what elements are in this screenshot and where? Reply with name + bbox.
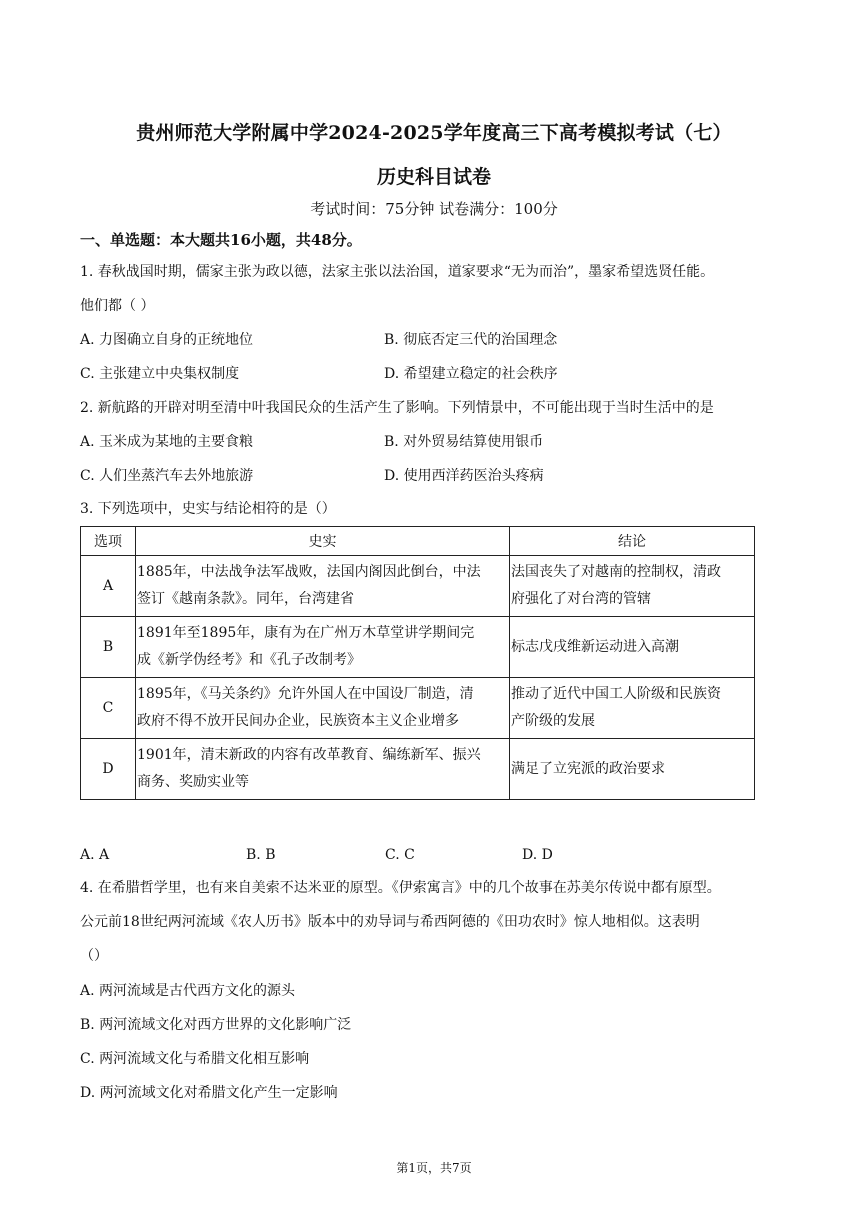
q3-header-conclusion: 结论 bbox=[510, 527, 755, 556]
q3-stem: 3. 下列选项中，史实与结论相符的是（） bbox=[80, 501, 336, 517]
fact-line: 1885年，中法战争法军战败，法国内阁因此倒台，中法 bbox=[137, 564, 481, 580]
q4-option-d[interactable]: D. 两河流域文化对希腊文化产生一定影响 bbox=[80, 1085, 338, 1101]
fact-line: 成《新学伪经考》和《孔子改制考》 bbox=[137, 652, 361, 668]
q3-table-header bbox=[81, 527, 755, 556]
q3-header-option: 选项 bbox=[81, 527, 136, 556]
q3-option-b[interactable]: B. B bbox=[246, 847, 276, 863]
conclusion-line: 标志戊戌维新运动进入高潮 bbox=[511, 638, 679, 655]
q4-stem-line-3: （） bbox=[80, 948, 108, 964]
row-fact bbox=[136, 556, 510, 617]
conclusion-line: 满足了立宪派的政治要求 bbox=[511, 760, 665, 777]
page-footer: 第1页，共7页 bbox=[396, 1161, 472, 1175]
q4-option-b[interactable]: B. 两河流域文化对西方世界的文化影响广泛 bbox=[80, 1017, 352, 1033]
section-heading: 一、单选题：本大题共16小题，共48分。 bbox=[80, 231, 362, 249]
q4-option-c[interactable]: C. 两河流域文化与希腊文化相互影响 bbox=[80, 1051, 310, 1067]
conclusion-line: 产阶级的发展 bbox=[511, 713, 595, 729]
row-option: A bbox=[81, 556, 136, 617]
conclusion-line: 府强化了对台湾的管辖 bbox=[511, 591, 651, 607]
row-fact bbox=[136, 617, 510, 678]
row-option: B bbox=[81, 617, 136, 678]
q1-option-b[interactable]: B. 彻底否定三代的治国理念 bbox=[384, 332, 558, 348]
row-fact bbox=[136, 678, 510, 739]
row-option: D bbox=[81, 739, 136, 800]
q3-option-d[interactable]: D. D bbox=[522, 847, 553, 863]
row-conclusion bbox=[510, 617, 755, 678]
q1-stem-line-2: 他们都（ ） bbox=[80, 298, 155, 314]
q3-option-c[interactable]: C. C bbox=[385, 847, 415, 863]
q3-table bbox=[80, 526, 755, 800]
conclusion-line: 推动了近代中国工人阶级和民族资 bbox=[511, 686, 721, 702]
row-conclusion bbox=[510, 556, 755, 617]
q1-option-c[interactable]: C. 主张建立中央集权制度 bbox=[80, 366, 240, 382]
page-title: 贵州师范大学附属中学2024-2025学年度高三下高考模拟考试（七） bbox=[136, 122, 732, 144]
table-row bbox=[81, 617, 755, 678]
fact-line: 政府不得不放开民间办企业，民族资本主义企业增多 bbox=[137, 713, 459, 729]
fact-line: 商务、奖励实业等 bbox=[137, 774, 249, 790]
q4-stem-line-1: 4. 在希腊哲学里，也有来自美索不达米亚的原型。《伊索寓言》中的几个故事在苏美尔传说中都有原型。 bbox=[80, 880, 721, 896]
conclusion-line: 法国丧失了对越南的控制权，清政 bbox=[511, 564, 721, 580]
q1-option-a[interactable]: A. 力图确立自身的正统地位 bbox=[80, 332, 254, 348]
q1-stem-line-1: 1. 春秋战国时期，儒家主张为政以德，法家主张以法治国，道家要求“无为而治”，墨家希望选贤任能。 bbox=[80, 264, 715, 280]
table-row bbox=[81, 739, 755, 800]
q4-option-a[interactable]: A. 两河流域是古代西方文化的源头 bbox=[80, 983, 296, 999]
q2-option-a[interactable]: A. 玉米成为某地的主要食粮 bbox=[80, 434, 254, 450]
row-fact bbox=[136, 739, 510, 800]
fact-line: 1901年，清末新政的内容有改革教育、编练新军、振兴 bbox=[137, 747, 481, 763]
table-row bbox=[81, 678, 755, 739]
q3-header-fact: 史实 bbox=[136, 527, 510, 556]
page-subtitle: 历史科目试卷 bbox=[376, 166, 491, 188]
q3-option-a[interactable]: A. A bbox=[80, 847, 110, 863]
exam-info: 考试时间：75分钟 试卷满分：100分 bbox=[310, 200, 558, 218]
fact-line: 签订《越南条款》。同年，台湾建省 bbox=[137, 591, 354, 607]
q2-option-c[interactable]: C. 人们坐蒸汽车去外地旅游 bbox=[80, 468, 254, 484]
fact-line: 1895年，《马关条约》允许外国人在中国设厂制造，清 bbox=[137, 686, 474, 702]
row-option: C bbox=[81, 678, 136, 739]
q2-stem: 2. 新航路的开辟对明至清中叶我国民众的生活产生了影响。下列情景中，不可能出现于当时生活中的是 bbox=[80, 400, 714, 416]
q2-option-d[interactable]: D. 使用西洋药医治头疼病 bbox=[384, 468, 544, 484]
fact-line: 1891年至1895年，康有为在广州万木草堂讲学期间完 bbox=[137, 625, 475, 641]
row-conclusion bbox=[510, 739, 755, 800]
q4-stem-line-2: 公元前18世纪两河流域《农人历书》版本中的劝导词与希西阿德的《田功农时》惊人地相似。这表明 bbox=[80, 914, 700, 930]
q2-option-b[interactable]: B. 对外贸易结算使用银币 bbox=[384, 434, 544, 450]
row-conclusion bbox=[510, 678, 755, 739]
q1-option-d[interactable]: D. 希望建立稳定的社会秩序 bbox=[384, 366, 558, 382]
table-row bbox=[81, 556, 755, 617]
